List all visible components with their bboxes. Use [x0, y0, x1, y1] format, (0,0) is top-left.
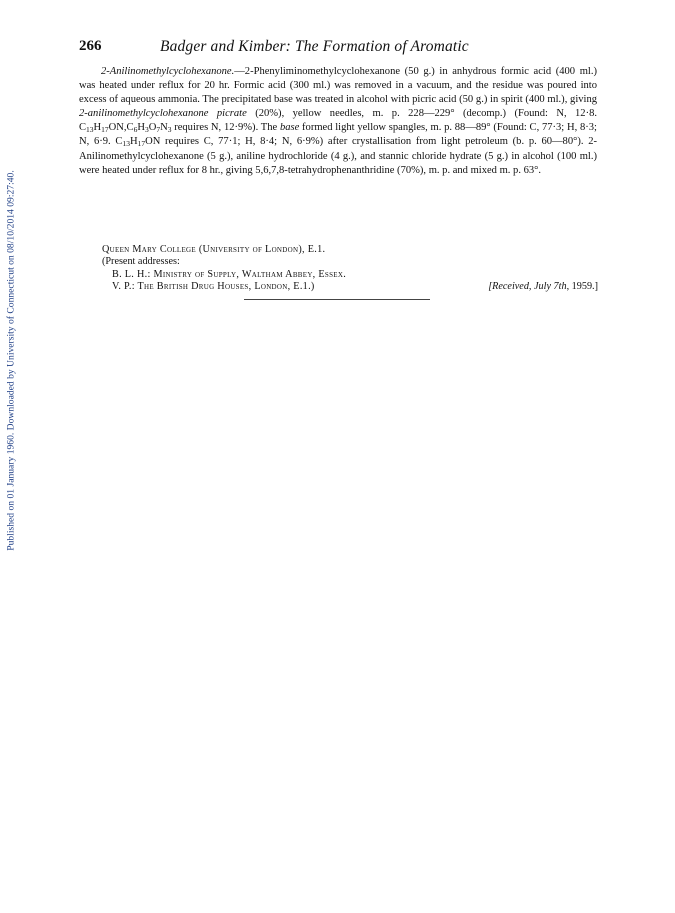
formula-part: O [148, 122, 157, 134]
experimental-paragraph [79, 65, 597, 178]
formula-part: H [137, 122, 145, 134]
formula-subscript: 7 [156, 125, 161, 135]
formula-subscript: 17 [137, 139, 146, 149]
affiliation-line: (Present addresses: [102, 256, 180, 268]
affiliation-line: B. L. H.: Ministry of Supply, Waltham Abbey, Essex. [112, 268, 347, 280]
running-title: Badger and Kimber: The Formation of Aromatic [160, 38, 469, 55]
received-date [488, 281, 598, 293]
text-segment-4: formed light yellow spangles, m. p. 88—89° (Found: C, 77·3; H, 8·3; N, 6·9. C [79, 122, 597, 148]
page-header [79, 38, 599, 60]
text-segment-5: ON requires C, 77·1; H, 8·4; N, 6·9%) after crystallisation from light petroleum (b. p. 60—80°). 2-Anilinomethylcyclohexanone (5 g.), aniline hydrochloride (4 g.), and stannic chloride hydrate (5 g.) in alcohol (100 ml.) were heated under reflux for 8 hr., giving 5,6,7,8-tetrahydrophenanthridine (70%), m. p. and mixed m. p. 63°. [79, 136, 597, 176]
formula-part: N [160, 122, 168, 134]
formula-subscript: 3 [167, 125, 172, 135]
formula-part: H [93, 122, 102, 134]
formula-subscript: 13 [122, 139, 130, 149]
formula-subscript: 3 [144, 125, 149, 135]
received-date-text: July 7th [534, 281, 567, 292]
formula-subscript: 17 [101, 125, 109, 135]
formula-part: H [129, 136, 138, 148]
base-word: base [279, 122, 300, 134]
compound-heading: 2-Anilinomethylcyclohexanone. [101, 66, 235, 77]
received-year: , 1959.] [566, 281, 598, 292]
publication-note: Published on 01 January 1960. Downloaded by University of Connecticut on 08/10/2014 09:27:40. [5, 170, 17, 551]
affiliation-line: V. P.: The British Drug Houses, London, E.1.) [112, 281, 315, 293]
formula-subscript: 6 [133, 125, 138, 135]
paragraph-text [79, 65, 597, 178]
affiliation-block [102, 244, 598, 294]
received-open: [Received, [488, 281, 535, 292]
end-rule [244, 299, 430, 300]
picrate-name: 2-anilinomethylcyclohexanone picrate [79, 108, 247, 120]
formula-part: ON,C [108, 122, 134, 134]
text-segment-2: (20%), yellow needles, m. p. 228—229° (decomp.) (Found: N, 12·8. C [79, 108, 598, 134]
formula-subscript: 13 [86, 125, 94, 135]
affiliation-line: Queen Mary College (University of London), E.1. [102, 244, 326, 255]
page-number: 266 [79, 38, 102, 54]
text-segment-1: —2-Phenyliminomethylcyclohexanone (50 g.) in anhydrous formic acid (400 ml.) was heated under reflux for 20 hr. Formic acid (300 ml.) was removed in a vacuum, and the residue was poured into excess of aqueous ammonia. The precipitated base was treated in alcohol with picric acid (50 g.) in spirit (400 ml.), giving [79, 66, 597, 106]
publication-sidebar [0, 0, 22, 913]
text-segment-3: requires N, 12·9%). The [171, 122, 280, 134]
